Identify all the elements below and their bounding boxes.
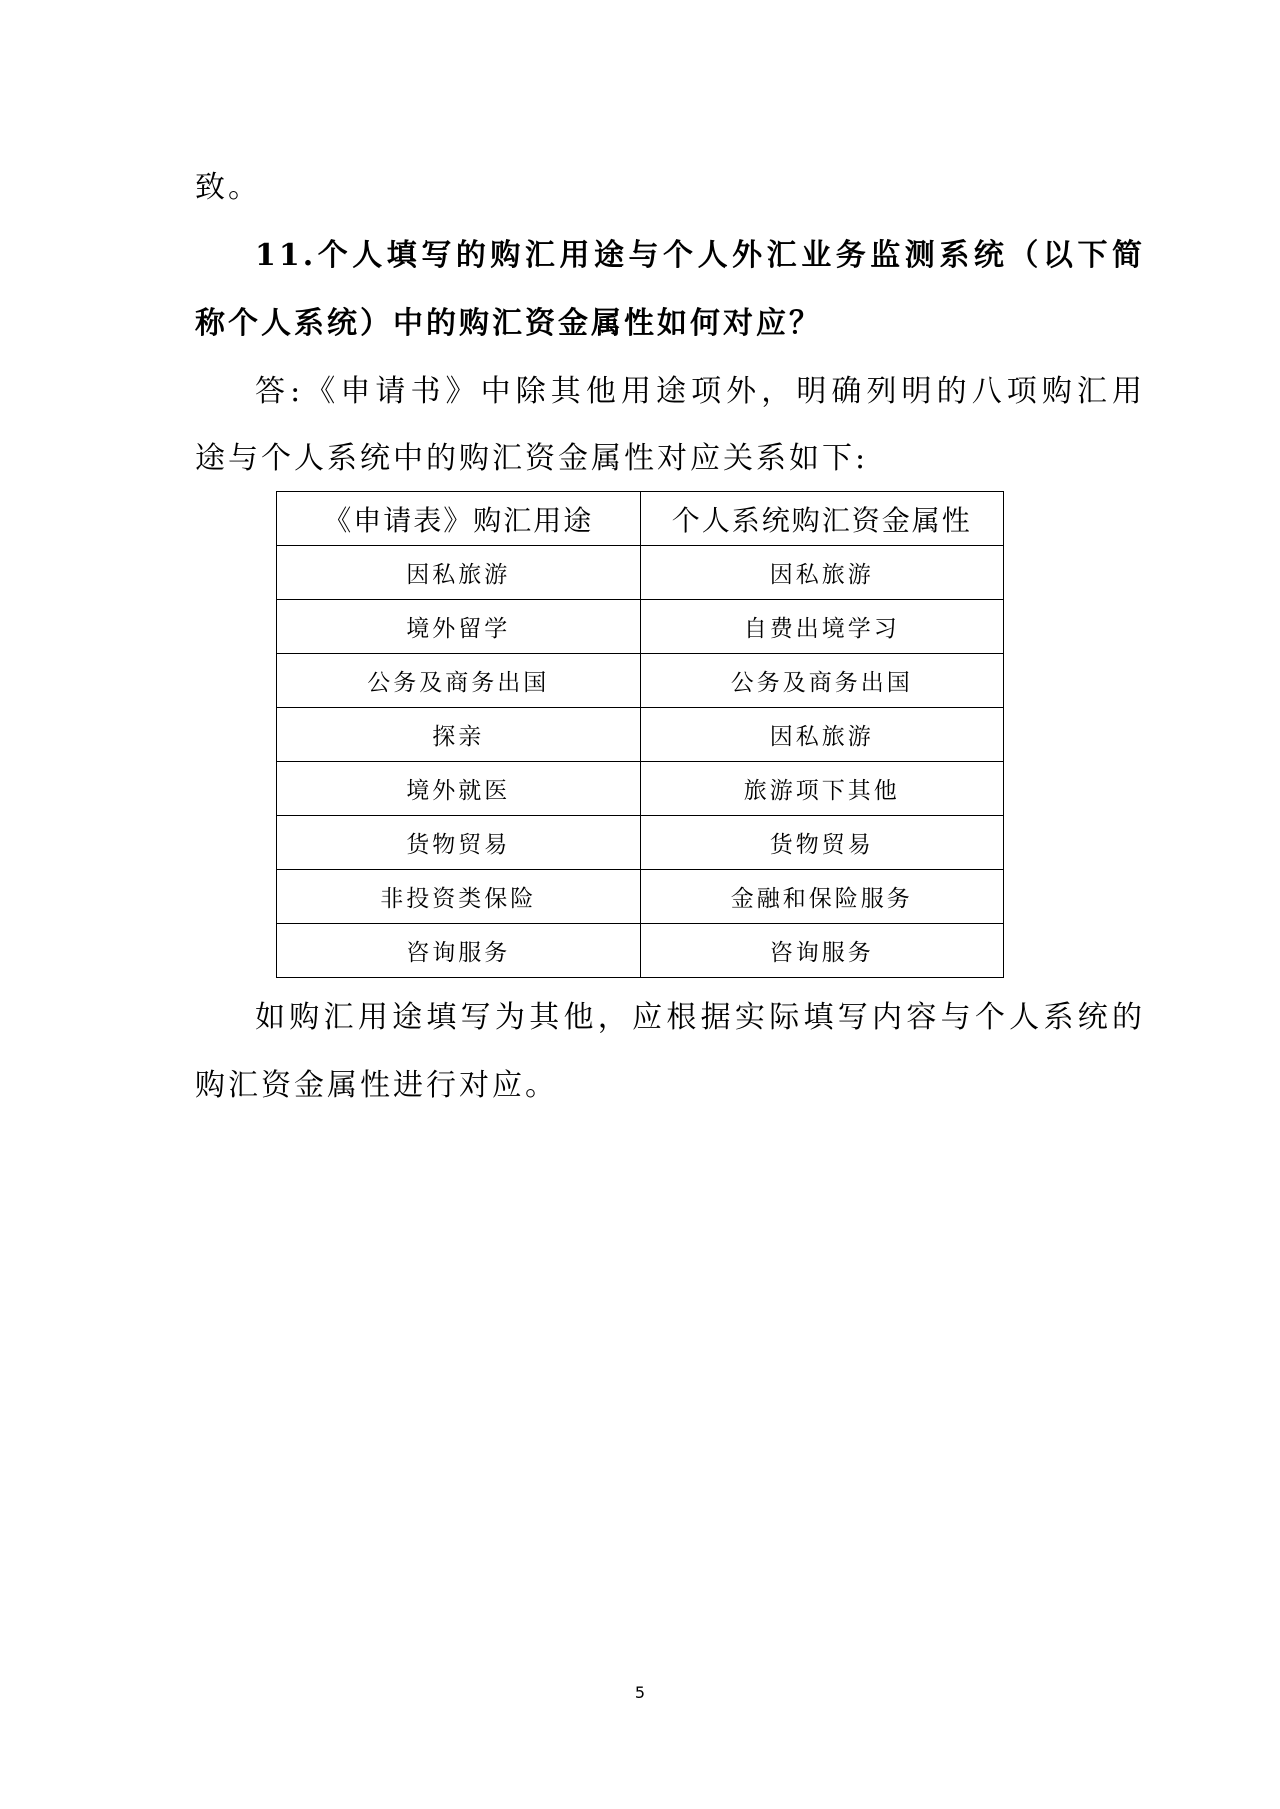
question-heading-line-2: 称个人系统）中的购汇资金属性如何对应？ xyxy=(195,306,822,341)
purpose-cell: 咨询服务 xyxy=(277,924,641,978)
purpose-cell: 境外留学 xyxy=(277,600,641,654)
table-row xyxy=(277,924,1004,978)
carryover-text: 致。 xyxy=(195,170,261,205)
purpose-cell: 因私旅游 xyxy=(277,546,641,600)
attribute-cell: 货物贸易 xyxy=(640,816,1004,870)
table-row xyxy=(277,546,1004,600)
answer-line-1: 答:《申请书》中除其他用途项外，明确列明的八项购汇用 xyxy=(255,374,1145,409)
attribute-cell: 旅游项下其他 xyxy=(640,762,1004,816)
question-heading-line-1: 11.个人填写的购汇用途与个人外汇业务监测系统（以下简 xyxy=(255,238,1145,273)
answer-line-2: 途与个人系统中的购汇资金属性对应关系如下: xyxy=(195,441,869,476)
header-system-fund-attribute: 个人系统购汇资金属性 xyxy=(640,492,1004,546)
attribute-cell: 自费出境学习 xyxy=(640,600,1004,654)
purpose-cell: 境外就医 xyxy=(277,762,641,816)
table-row xyxy=(277,816,1004,870)
table-row xyxy=(277,708,1004,762)
attribute-cell: 公务及商务出国 xyxy=(640,654,1004,708)
purpose-cell: 公务及商务出国 xyxy=(277,654,641,708)
table-row xyxy=(277,870,1004,924)
attribute-cell: 金融和保险服务 xyxy=(640,870,1004,924)
attribute-cell: 因私旅游 xyxy=(640,708,1004,762)
purpose-cell: 探亲 xyxy=(277,708,641,762)
closing-line-2: 购汇资金属性进行对应。 xyxy=(195,1068,558,1103)
closing-line-1: 如购汇用途填写为其他，应根据实际填写内容与个人系统的 xyxy=(255,1000,1145,1035)
purpose-mapping-table xyxy=(276,491,1004,978)
attribute-cell: 因私旅游 xyxy=(640,546,1004,600)
page-number: 5 xyxy=(634,1683,646,1702)
table-row xyxy=(277,600,1004,654)
purpose-cell: 非投资类保险 xyxy=(277,870,641,924)
purpose-cell: 货物贸易 xyxy=(277,816,641,870)
header-application-purpose: 《申请表》购汇用途 xyxy=(277,492,641,546)
table-row xyxy=(277,654,1004,708)
table-row xyxy=(277,762,1004,816)
attribute-cell: 咨询服务 xyxy=(640,924,1004,978)
table-header-row xyxy=(277,492,1004,546)
